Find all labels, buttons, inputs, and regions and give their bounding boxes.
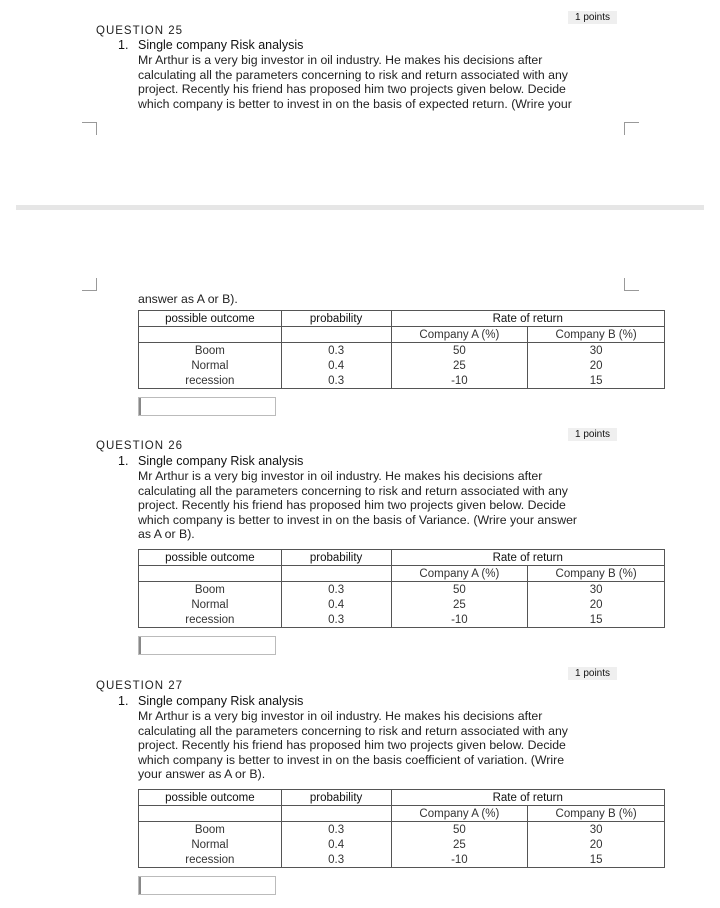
cell-outcome: Normal bbox=[139, 837, 282, 852]
page-corner-mark bbox=[624, 278, 639, 291]
cell-company-b: 30 bbox=[528, 822, 665, 838]
question-body bbox=[138, 709, 618, 782]
table-row bbox=[139, 852, 665, 868]
table-cell-empty bbox=[281, 566, 391, 582]
header-probability: probability bbox=[281, 550, 391, 566]
question-label: QUESTION 27 bbox=[96, 680, 184, 692]
page-corner-mark bbox=[82, 122, 97, 135]
cell-probability: 0.4 bbox=[281, 358, 391, 373]
header-probability: probability bbox=[281, 311, 391, 327]
body-line: which company is better to invest in on the basis coefficient of variation. (Wrire bbox=[138, 752, 565, 767]
body-line: Mr Arthur is a very big investor in oil industry. He makes his decisions after bbox=[138, 53, 543, 67]
page-corner-mark bbox=[624, 122, 639, 135]
question-title-text: Single company Risk analysis bbox=[138, 454, 304, 468]
table-cell-empty bbox=[139, 806, 282, 822]
question-label: QUESTION 26 bbox=[96, 440, 184, 452]
cell-company-a: -10 bbox=[391, 612, 528, 628]
body-line: your answer as A or B). bbox=[138, 767, 266, 782]
header-company-b: Company B (%) bbox=[528, 806, 665, 822]
header-rate-of-return: Rate of return bbox=[391, 311, 664, 327]
cell-company-b: 20 bbox=[528, 837, 665, 852]
cell-company-b: 15 bbox=[528, 612, 665, 628]
body-line: calculating all the parameters concerning to risk and return associated with any bbox=[138, 723, 568, 738]
header-probability: probability bbox=[281, 790, 391, 806]
header-company-b: Company B (%) bbox=[528, 327, 665, 343]
points-badge: 1 points bbox=[568, 11, 617, 24]
question-title-text: Single company Risk analysis bbox=[138, 38, 304, 52]
cell-outcome: Boom bbox=[139, 582, 282, 598]
cell-probability: 0.3 bbox=[281, 582, 391, 598]
cell-company-a: 25 bbox=[391, 837, 528, 852]
question-body bbox=[138, 469, 618, 542]
body-line: as A or B). bbox=[138, 527, 195, 542]
cell-company-b: 15 bbox=[528, 373, 665, 389]
cell-outcome: Normal bbox=[139, 358, 282, 373]
cell-outcome: recession bbox=[139, 612, 282, 628]
body-line: project. Recently his friend has proposed him two projects given below. Decide bbox=[138, 82, 566, 97]
header-possible-outcome: possible outcome bbox=[139, 311, 282, 327]
body-line: Mr Arthur is a very big investor in oil industry. He makes his decisions after bbox=[138, 469, 543, 483]
cell-outcome: Normal bbox=[139, 597, 282, 612]
cell-company-a: -10 bbox=[391, 852, 528, 868]
question-title bbox=[118, 38, 303, 52]
cell-probability: 0.3 bbox=[281, 612, 391, 628]
header-possible-outcome: possible outcome bbox=[139, 790, 282, 806]
cell-company-a: 50 bbox=[391, 822, 528, 838]
points-badge: 1 points bbox=[568, 667, 617, 680]
body-line: Mr Arthur is a very big investor in oil industry. He makes his decisions after bbox=[138, 709, 543, 723]
rate-of-return-table bbox=[138, 789, 665, 868]
header-rate-of-return: Rate of return bbox=[391, 550, 664, 566]
table-row bbox=[139, 343, 665, 359]
cell-company-a: -10 bbox=[391, 373, 528, 389]
question-body bbox=[138, 53, 618, 111]
question-title bbox=[118, 694, 303, 708]
cell-probability: 0.4 bbox=[281, 597, 391, 612]
cell-company-a: 50 bbox=[391, 343, 528, 359]
cell-company-b: 20 bbox=[528, 358, 665, 373]
body-line: calculating all the parameters concerning to risk and return associated with any bbox=[138, 67, 568, 82]
body-line: calculating all the parameters concerning to risk and return associated with any bbox=[138, 483, 568, 498]
body-line: which company is better to invest in on the basis of Variance. (Wrire your answer bbox=[138, 512, 578, 527]
cell-company-a: 25 bbox=[391, 358, 528, 373]
question-number: 1. bbox=[118, 454, 129, 468]
page-corner-mark bbox=[82, 278, 97, 291]
table-row bbox=[139, 822, 665, 838]
table-row bbox=[139, 373, 665, 389]
question-title-text: Single company Risk analysis bbox=[138, 694, 304, 708]
rate-of-return-table bbox=[138, 310, 665, 389]
cell-company-b: 30 bbox=[528, 343, 665, 359]
cell-outcome: Boom bbox=[139, 343, 282, 359]
answer-input[interactable] bbox=[138, 876, 276, 895]
header-company-a: Company A (%) bbox=[391, 806, 528, 822]
answer-input[interactable] bbox=[138, 636, 276, 655]
table-row bbox=[139, 612, 665, 628]
question-label: QUESTION 25 bbox=[96, 25, 184, 37]
header-company-a: Company A (%) bbox=[391, 566, 528, 582]
question-number: 1. bbox=[118, 694, 129, 708]
cell-probability: 0.4 bbox=[281, 837, 391, 852]
page-break bbox=[16, 205, 704, 210]
question-body-continued: answer as A or B). bbox=[138, 292, 238, 306]
header-rate-of-return: Rate of return bbox=[391, 790, 664, 806]
table-cell-empty bbox=[281, 806, 391, 822]
body-line: project. Recently his friend has proposed him two projects given below. Decide bbox=[138, 498, 566, 513]
table-row bbox=[139, 358, 665, 373]
cell-company-a: 50 bbox=[391, 582, 528, 598]
header-company-b: Company B (%) bbox=[528, 566, 665, 582]
rate-of-return-table bbox=[138, 549, 665, 628]
cell-company-b: 20 bbox=[528, 597, 665, 612]
cell-outcome: Boom bbox=[139, 822, 282, 838]
question-number: 1. bbox=[118, 38, 129, 52]
table-row bbox=[139, 582, 665, 598]
body-line: project. Recently his friend has proposed him two projects given below. Decide bbox=[138, 738, 566, 753]
cell-probability: 0.3 bbox=[281, 343, 391, 359]
cell-probability: 0.3 bbox=[281, 822, 391, 838]
table-cell-empty bbox=[139, 327, 282, 343]
cell-company-b: 15 bbox=[528, 852, 665, 868]
cell-company-b: 30 bbox=[528, 582, 665, 598]
question-title bbox=[118, 454, 303, 468]
answer-input[interactable] bbox=[138, 397, 276, 416]
cell-outcome: recession bbox=[139, 852, 282, 868]
cell-probability: 0.3 bbox=[281, 373, 391, 389]
table-cell-empty bbox=[281, 327, 391, 343]
table-cell-empty bbox=[139, 566, 282, 582]
header-possible-outcome: possible outcome bbox=[139, 550, 282, 566]
table-row bbox=[139, 837, 665, 852]
cell-company-a: 25 bbox=[391, 597, 528, 612]
cell-probability: 0.3 bbox=[281, 852, 391, 868]
cell-outcome: recession bbox=[139, 373, 282, 389]
table-row bbox=[139, 597, 665, 612]
header-company-a: Company A (%) bbox=[391, 327, 528, 343]
body-line: which company is better to invest in on the basis of expected return. (Wrire your bbox=[138, 96, 572, 111]
points-badge: 1 points bbox=[568, 428, 617, 441]
